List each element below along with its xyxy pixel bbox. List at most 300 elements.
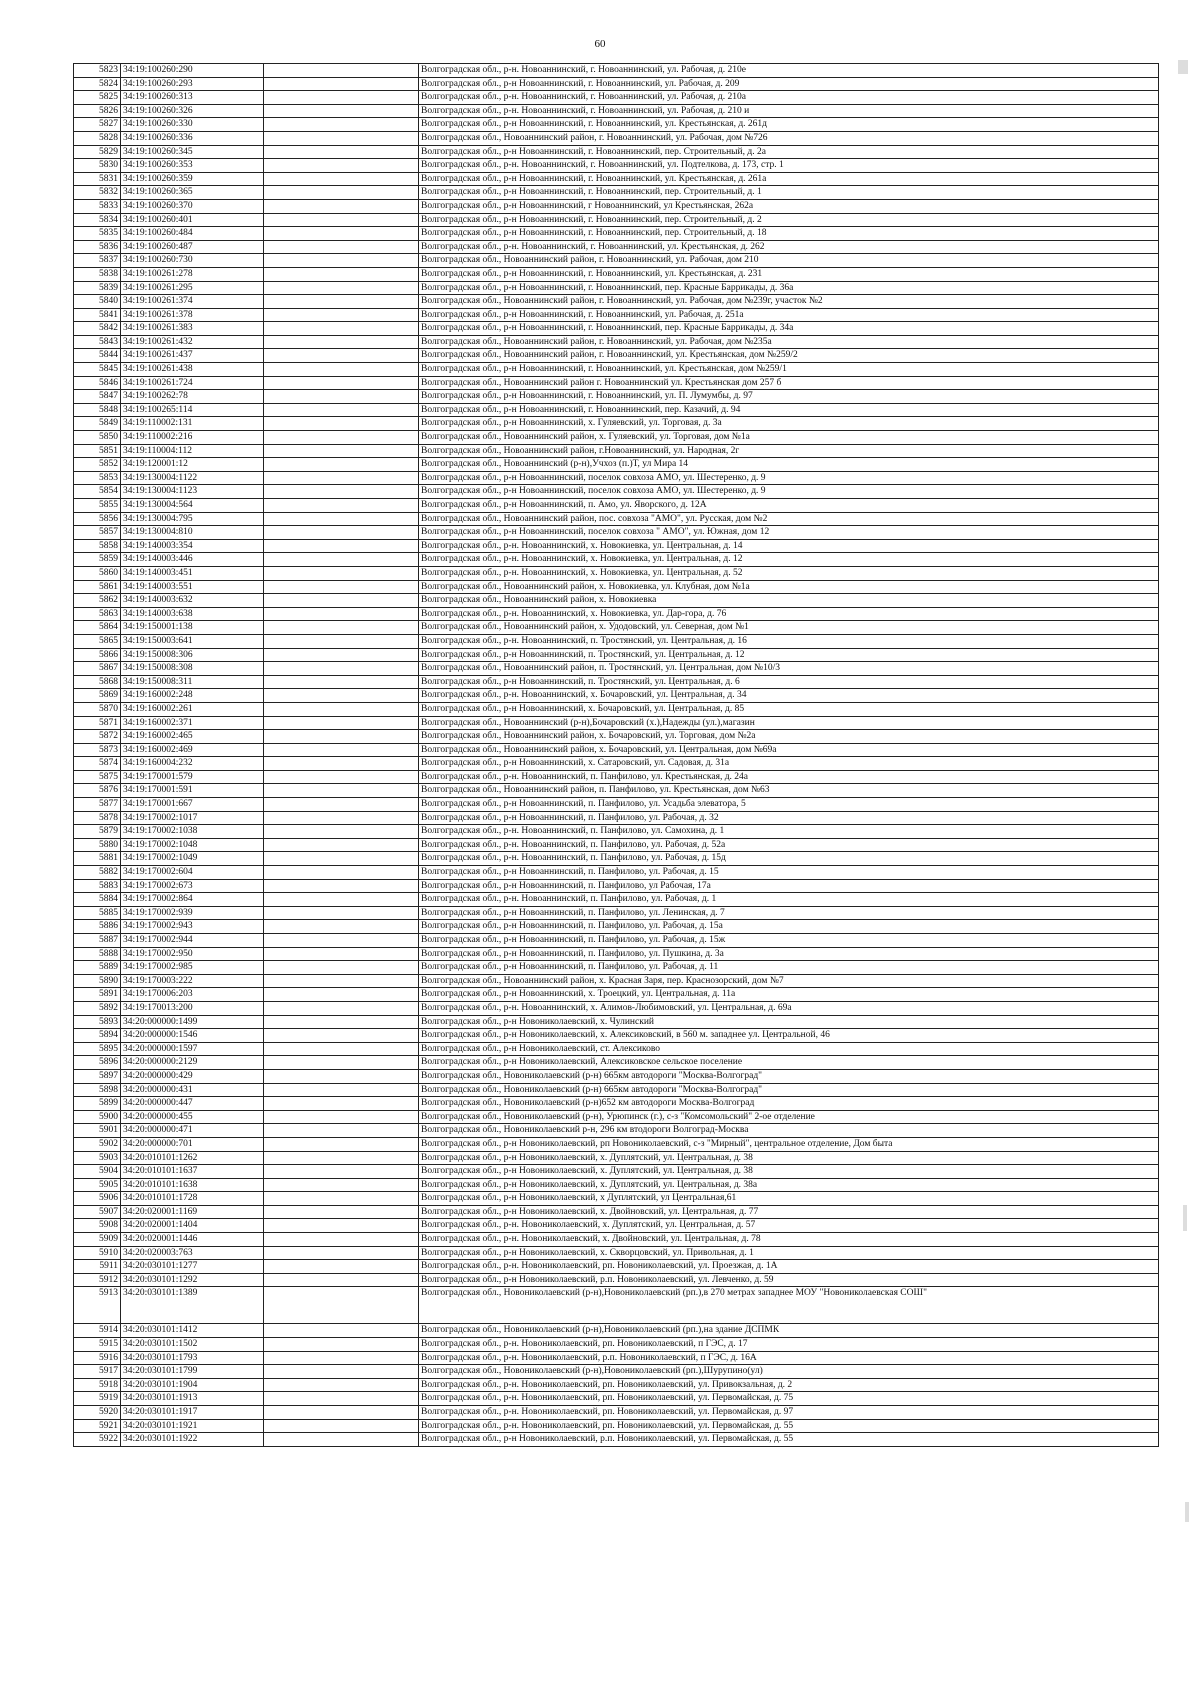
cadastral-number: 34:20:000000:1597 [121,1042,264,1056]
table-row [74,716,1159,730]
empty-cell [264,1110,419,1124]
table-row [74,499,1159,513]
cadastral-number: 34:19:140003:551 [121,580,264,594]
empty-cell [264,145,419,159]
address: Волгоградская обл., р-н Новоаннинский, х. Гуляевский, ул. Торговая, д. 3а [419,417,1159,431]
row-number: 5859 [74,553,121,567]
cadastral-number: 34:19:100260:290 [121,64,264,78]
address: Волгоградская обл., р-н Новониколаевский, р.п. Новониколаевский, ул. Первомайская, д. 55 [419,1433,1159,1447]
cadastral-number: 34:19:150008:306 [121,648,264,662]
cadastral-number: 34:20:000000:701 [121,1137,264,1151]
cadastral-number: 34:19:170002:1017 [121,811,264,825]
row-number: 5834 [74,213,121,227]
address: Волгоградская обл., р-н. Новоаннинский, г. Новоаннинский, ул. Подтелкова, д. 173, стр. 1 [419,159,1159,173]
table-row [74,485,1159,499]
empty-cell [264,825,419,839]
table-body [74,64,1159,1447]
address: Волгоградская обл., р-н Новоаннинский, п. Амо, ул. Яворского, д. 12А [419,499,1159,513]
table-row [74,1192,1159,1206]
table-row [74,1419,1159,1433]
cadastral-number: 34:19:130004:1122 [121,471,264,485]
cadastral-number: 34:20:000000:1546 [121,1029,264,1043]
address: Волгоградская обл., Новоаннинский район, х. Новокиевка [419,594,1159,608]
address: Волгоградская обл., Новоаннинский район, х. Красная Заря, пер. Краснозорский, дом №7 [419,974,1159,988]
cadastral-number: 34:19:170002:1049 [121,852,264,866]
cadastral-number: 34:19:140003:632 [121,594,264,608]
cadastral-number: 34:19:140003:354 [121,539,264,553]
address: Волгоградская обл., Новоаннинский район, х. Гуляевский, ул. Торговая, дом №1а [419,431,1159,445]
table-row [74,1351,1159,1365]
address: Волгоградская обл., Новоаннинский район, пос. совхоза "АМО", ул. Русская, дом №2 [419,512,1159,526]
empty-cell [264,1392,419,1406]
empty-cell [264,580,419,594]
table-row [74,444,1159,458]
address: Волгоградская обл., р-н Новониколаевский, х. Дуплятский, ул. Центральная, д. 38а [419,1178,1159,1192]
address: Волгоградская обл., р-н Новоаннинский, п. Панфилово, ул. Рабочая, д. 32 [419,811,1159,825]
row-number: 5857 [74,526,121,540]
table-row [74,1246,1159,1260]
address: Волгоградская обл., Новоаннинский район, г. Новоаннинский, ул. Рабочая, дом №239г, участок №2 [419,295,1159,309]
address: Волгоградская обл., р-н. Новоаннинский, г. Новоаннинский, ул. Рабочая, д. 210е [419,64,1159,78]
row-number: 5837 [74,254,121,268]
table-row [74,1233,1159,1247]
row-number: 5828 [74,131,121,145]
empty-cell [264,1042,419,1056]
address: Волгоградская обл., р-н. Новониколаевский, рп. Новониколаевский, ул. Привокзальная, д. 2 [419,1378,1159,1392]
empty-cell [264,594,419,608]
row-number: 5841 [74,308,121,322]
table-row [74,186,1159,200]
empty-cell [264,186,419,200]
row-number: 5900 [74,1110,121,1124]
row-number: 5919 [74,1392,121,1406]
table-row [74,1178,1159,1192]
empty-cell [264,390,419,404]
empty-cell [264,1365,419,1379]
table-row [74,580,1159,594]
cadastral-number: 34:19:100261:378 [121,308,264,322]
table-row [74,390,1159,404]
address: Волгоградская обл., р-н Новоаннинский, х. Троецкий, ул. Центральная, д. 11а [419,988,1159,1002]
address: Волгоградская обл., Новоаннинский район, х. Бочаровский, ул. Торговая, дом №2а [419,730,1159,744]
empty-cell [264,417,419,431]
address: Волгоградская обл., Новоаннинский (р-н),Учхоз (п.)Т, ул Мира 14 [419,458,1159,472]
address: Волгоградская обл., р-н Новоаннинский, п. Панфилово, ул. Рабочая, д. 11 [419,961,1159,975]
table-row [74,784,1159,798]
address: Волгоградская обл., р-н Новониколаевский, х. Чулинский [419,1015,1159,1029]
empty-cell [264,675,419,689]
cadastral-number: 34:20:020001:1404 [121,1219,264,1233]
row-number: 5826 [74,104,121,118]
empty-cell [264,104,419,118]
cadastral-number: 34:20:000000:447 [121,1097,264,1111]
table-row [74,295,1159,309]
cadastral-number: 34:19:130004:810 [121,526,264,540]
empty-cell [264,566,419,580]
cadastral-number: 34:20:000000:2129 [121,1056,264,1070]
address: Волгоградская обл., Новоаннинский район, х. Удодовский, ул. Северная, дом №1 [419,621,1159,635]
row-number: 5881 [74,852,121,866]
address: Волгоградская обл., р-н. Новоаннинский, п. Панфилово, ул. Самохина, д. 1 [419,825,1159,839]
empty-cell [264,172,419,186]
empty-cell [264,743,419,757]
empty-cell [264,1205,419,1219]
empty-cell [264,64,419,78]
row-number: 5894 [74,1029,121,1043]
row-number: 5921 [74,1419,121,1433]
empty-cell [264,77,419,91]
empty-cell [264,1406,419,1420]
address: Волгоградская обл., р-н Новоаннинский, г. Новоаннинский, пер. Красные Баррикады, д. 34а [419,322,1159,336]
table-row [74,1260,1159,1274]
address: Волгоградская обл., Новониколаевский (р-н),Новониколаевский (рп.),Шурупино(ул) [419,1365,1159,1379]
cadastral-number: 34:19:100260:370 [121,199,264,213]
table-row [74,811,1159,825]
scan-mark [1178,60,1188,74]
table-row [74,91,1159,105]
cadastral-number: 34:20:030101:1913 [121,1392,264,1406]
table-row [74,417,1159,431]
cadastral-number: 34:20:030101:1922 [121,1433,264,1447]
address: Волгоградская обл., р-н Новониколаевский, х Дуплятский, ул Центральная,61 [419,1192,1159,1206]
table-row [74,227,1159,241]
address: Волгоградская обл., р-н Новониколаевский, х. Двойновский, ул. Центральная, д. 77 [419,1205,1159,1219]
row-number: 5908 [74,1219,121,1233]
cadastral-number: 34:19:120001:12 [121,458,264,472]
address: Волгоградская обл., Новоаннинский район, г. Новоаннинский, ул. Рабочая, дом №726 [419,131,1159,145]
row-number: 5914 [74,1324,121,1338]
table-row [74,906,1159,920]
cadastral-number: 34:19:100262:78 [121,390,264,404]
row-number: 5906 [74,1192,121,1206]
table-row [74,363,1159,377]
address: Волгоградская обл., р-н Новоаннинский, г. Новоаннинский, пер. Строительный, д. 2 [419,213,1159,227]
table-row [74,1001,1159,1015]
row-number: 5896 [74,1056,121,1070]
table-row [74,64,1159,78]
cadastral-number: 34:19:100265:114 [121,403,264,417]
cadastral-number: 34:19:100260:353 [121,159,264,173]
cadastral-number: 34:20:020003:763 [121,1246,264,1260]
address: Волгоградская обл., р-н Новоаннинский, п. Панфилово, ул. Рабочая, д. 15 [419,866,1159,880]
page-number: 60 [594,38,606,50]
row-number: 5897 [74,1069,121,1083]
empty-cell [264,281,419,295]
row-number: 5836 [74,240,121,254]
empty-cell [264,1029,419,1043]
empty-cell [264,920,419,934]
cadastral-number: 34:19:160002:261 [121,702,264,716]
table-row [74,934,1159,948]
empty-cell [264,798,419,812]
table-row [74,1287,1159,1324]
empty-cell [264,539,419,553]
cadastral-number: 34:20:030101:1921 [121,1419,264,1433]
row-number: 5876 [74,784,121,798]
row-number: 5869 [74,689,121,703]
table-row [74,376,1159,390]
empty-cell [264,1001,419,1015]
cadastral-number: 34:19:100260:293 [121,77,264,91]
cadastral-number: 34:19:170002:673 [121,879,264,893]
row-number: 5851 [74,444,121,458]
address: Волгоградская обл., р-н. Новониколаевский, х. Дуплятский, ул. Центральная, д. 57 [419,1219,1159,1233]
row-number: 5854 [74,485,121,499]
table-row [74,757,1159,771]
table-row [74,1069,1159,1083]
cadastral-number: 34:19:140003:451 [121,566,264,580]
row-number: 5893 [74,1015,121,1029]
table-row [74,1151,1159,1165]
table-row [74,240,1159,254]
row-number: 5907 [74,1205,121,1219]
empty-cell [264,199,419,213]
table-row [74,145,1159,159]
table-row [74,471,1159,485]
cadastral-number: 34:19:110002:131 [121,417,264,431]
table-row [74,1433,1159,1447]
address: Волгоградская обл., р-н Новоаннинский, п. Панфилово, ул. Рабочая, д. 15ж [419,934,1159,948]
cadastral-number: 34:20:030101:1277 [121,1260,264,1274]
cadastral-number: 34:20:030101:1799 [121,1365,264,1379]
table-row [74,1165,1159,1179]
empty-cell [264,784,419,798]
row-number: 5883 [74,879,121,893]
address: Волгоградская обл., р-н. Новониколаевский, р.п. Новониколаевский, п ГЭС, д. 16А [419,1351,1159,1365]
table-row [74,1219,1159,1233]
address: Волгоградская обл., р-н. Новоаннинский, х. Новокиевка, ул. Центральная, д. 52 [419,566,1159,580]
cadastral-number: 34:20:030101:1389 [121,1287,264,1324]
table-row [74,866,1159,880]
empty-cell [264,512,419,526]
table-row [74,1137,1159,1151]
cadastral-number: 34:19:100261:374 [121,295,264,309]
empty-cell [264,335,419,349]
row-number: 5824 [74,77,121,91]
cadastral-number: 34:20:030101:1793 [121,1351,264,1365]
empty-cell [264,1192,419,1206]
address: Волгоградская обл., р-н. Новониколаевский, рп. Новониколаевский, п ГЭС, д. 17 [419,1338,1159,1352]
cadastral-number: 34:19:170002:944 [121,934,264,948]
cadastral-number: 34:19:100260:345 [121,145,264,159]
row-number: 5860 [74,566,121,580]
address: Волгоградская обл., Новоаннинский район, х. Новокиевка, ул. Клубная, дом №1а [419,580,1159,594]
table-row [74,199,1159,213]
table-row [74,1110,1159,1124]
row-number: 5861 [74,580,121,594]
row-number: 5902 [74,1137,121,1151]
row-number: 5887 [74,934,121,948]
cadastral-number: 34:19:170002:939 [121,906,264,920]
row-number: 5899 [74,1097,121,1111]
row-number: 5891 [74,988,121,1002]
row-number: 5838 [74,267,121,281]
empty-cell [264,1233,419,1247]
table-row [74,131,1159,145]
empty-cell [264,961,419,975]
address: Волгоградская обл., Новоаннинский район г. Новоаннинский ул. Крестьянская дом 257 б [419,376,1159,390]
empty-cell [264,1137,419,1151]
row-number: 5852 [74,458,121,472]
table-row [74,607,1159,621]
row-number: 5879 [74,825,121,839]
table-row [74,920,1159,934]
table-row [74,1378,1159,1392]
empty-cell [264,852,419,866]
address: Волгоградская обл., р-н. Новоаннинский, х. Новокиевка, ул. Центральная, д. 14 [419,539,1159,553]
empty-cell [264,1338,419,1352]
row-number: 5915 [74,1338,121,1352]
address: Волгоградская обл., р-н Новоаннинский, г. Новоаннинский, ул. Рабочая, д. 209 [419,77,1159,91]
table-row [74,104,1159,118]
empty-cell [264,1165,419,1179]
table-row [74,1042,1159,1056]
cadastral-number: 34:19:170003:222 [121,974,264,988]
empty-cell [264,634,419,648]
row-number: 5827 [74,118,121,132]
table-row [74,267,1159,281]
address: Волгоградская обл., Новоаннинский район, х. Бочаровский, ул. Центральная, дом №69а [419,743,1159,757]
row-number: 5903 [74,1151,121,1165]
empty-cell [264,1433,419,1447]
table-row [74,213,1159,227]
row-number: 5895 [74,1042,121,1056]
address: Волгоградская обл., р-н. Новониколаевский, рп. Новониколаевский, ул. Первомайская, д. 97 [419,1406,1159,1420]
property-register-table [73,63,1159,1447]
table-row [74,594,1159,608]
row-number: 5892 [74,1001,121,1015]
cadastral-number: 34:19:170002:943 [121,920,264,934]
address: Волгоградская обл., р-н Новониколаевский, х. Дуплятский, ул. Центральная, д. 38 [419,1151,1159,1165]
empty-cell [264,118,419,132]
address: Волгоградская обл., р-н. Новониколаевский, х. Двойновский, ул. Центральная, д. 78 [419,1233,1159,1247]
address: Волгоградская обл., р-н. Новоаннинский, п. Панфилово, ул. Рабочая, д. 1 [419,893,1159,907]
table-row [74,553,1159,567]
empty-cell [264,431,419,445]
address: Волгоградская обл., Новоаннинский район, г. Новоаннинский, ул. Рабочая, дом 210 [419,254,1159,268]
row-number: 5877 [74,798,121,812]
address: Волгоградская обл., Новоаннинский район, г.Новоаннинский, ул. Народная, 2г [419,444,1159,458]
row-number: 5875 [74,770,121,784]
empty-cell [264,1273,419,1287]
address: Волгоградская обл., Новониколаевский (р-н), Урюпинск (г.), с-з "Комсомольский" 2-ое отделение [419,1110,1159,1124]
row-number: 5831 [74,172,121,186]
row-number: 5886 [74,920,121,934]
row-number: 5835 [74,227,121,241]
empty-cell [264,376,419,390]
cadastral-number: 34:20:030101:1292 [121,1273,264,1287]
cadastral-number: 34:19:160004:232 [121,757,264,771]
cadastral-number: 34:19:170013:200 [121,1001,264,1015]
table-row [74,403,1159,417]
cadastral-number: 34:19:170002:1048 [121,838,264,852]
cadastral-number: 34:19:100260:336 [121,131,264,145]
row-number: 5855 [74,499,121,513]
empty-cell [264,363,419,377]
address: Волгоградская обл., р-н Новоаннинский, г. Новоаннинский, пер. Строительный, д. 18 [419,227,1159,241]
cadastral-number: 34:20:030101:1904 [121,1378,264,1392]
cadastral-number: 34:19:160002:465 [121,730,264,744]
row-number: 5853 [74,471,121,485]
empty-cell [264,934,419,948]
row-number: 5830 [74,159,121,173]
row-number: 5916 [74,1351,121,1365]
table-row [74,1338,1159,1352]
table-row [74,988,1159,1002]
empty-cell [264,240,419,254]
table-row [74,1205,1159,1219]
empty-cell [264,213,419,227]
cadastral-number: 34:19:100260:730 [121,254,264,268]
empty-cell [264,1351,419,1365]
cadastral-number: 34:19:170006:203 [121,988,264,1002]
row-number: 5856 [74,512,121,526]
row-number: 5868 [74,675,121,689]
row-number: 5884 [74,893,121,907]
table-row [74,566,1159,580]
address: Волгоградская обл., р-н. Новоаннинский, п. Панфилово, ул. Крестьянская, д. 24а [419,770,1159,784]
table-row [74,118,1159,132]
address: Волгоградская обл., р-н. Новоаннинский, г. Новоаннинский, ул. Рабочая, д. 210 и [419,104,1159,118]
row-number: 5873 [74,743,121,757]
row-number: 5898 [74,1083,121,1097]
cadastral-number: 34:19:130004:564 [121,499,264,513]
table-row [74,1015,1159,1029]
table-row [74,512,1159,526]
address: Волгоградская обл., р-н. Новоаннинский, п. Панфилово, ул. Рабочая, д. 52а [419,838,1159,852]
cadastral-number: 34:19:130004:1123 [121,485,264,499]
cadastral-number: 34:20:000000:1499 [121,1015,264,1029]
row-number: 5922 [74,1433,121,1447]
cadastral-number: 34:19:100261:295 [121,281,264,295]
address: Волгоградская обл., р-н Новоаннинский, г. Новоаннинский, пер. Красные Баррикады, д. 36а [419,281,1159,295]
address: Волгоградская обл., р-н Новониколаевский, х. Алексиковский, в 560 м. западнее ул. Центральной, 46 [419,1029,1159,1043]
empty-cell [264,1069,419,1083]
address: Волгоградская обл., р-н Новоаннинский, п. Панфилово, ул. Рабочая, д. 15а [419,920,1159,934]
cadastral-number: 34:20:000000:471 [121,1124,264,1138]
address: Волгоградская обл., р-н Новоаннинский, г. Новоаннинский, ул. Крестьянская, д. 231 [419,267,1159,281]
empty-cell [264,471,419,485]
row-number: 5901 [74,1124,121,1138]
row-number: 5844 [74,349,121,363]
row-number: 5864 [74,621,121,635]
table-row [74,1324,1159,1338]
cadastral-number: 34:19:160002:469 [121,743,264,757]
cadastral-number: 34:19:170002:604 [121,866,264,880]
empty-cell [264,879,419,893]
table-row [74,1273,1159,1287]
empty-cell [264,906,419,920]
address: Волгоградская обл., р-н. Новоаннинский, х. Алимов-Любимовский, ул. Центральная, д. 69а [419,1001,1159,1015]
address: Волгоградская обл., Новониколаевский р-н, 296 км втодороги Волгоград-Москва [419,1124,1159,1138]
row-number: 5845 [74,363,121,377]
row-number: 5890 [74,974,121,988]
table-row [74,1097,1159,1111]
table-row [74,648,1159,662]
table-row [74,961,1159,975]
address: Волгоградская обл., р-н Новониколаевский, рп Новониколаевский, с-з "Мирный", центральное отделение, Дом быта [419,1137,1159,1151]
empty-cell [264,159,419,173]
empty-cell [264,1419,419,1433]
row-number: 5858 [74,539,121,553]
row-number: 5872 [74,730,121,744]
cadastral-number: 34:20:020001:1446 [121,1233,264,1247]
cadastral-number: 34:20:000000:431 [121,1083,264,1097]
cadastral-number: 34:20:020001:1169 [121,1205,264,1219]
empty-cell [264,267,419,281]
cadastral-number: 34:19:100260:484 [121,227,264,241]
cadastral-number: 34:19:100260:313 [121,91,264,105]
